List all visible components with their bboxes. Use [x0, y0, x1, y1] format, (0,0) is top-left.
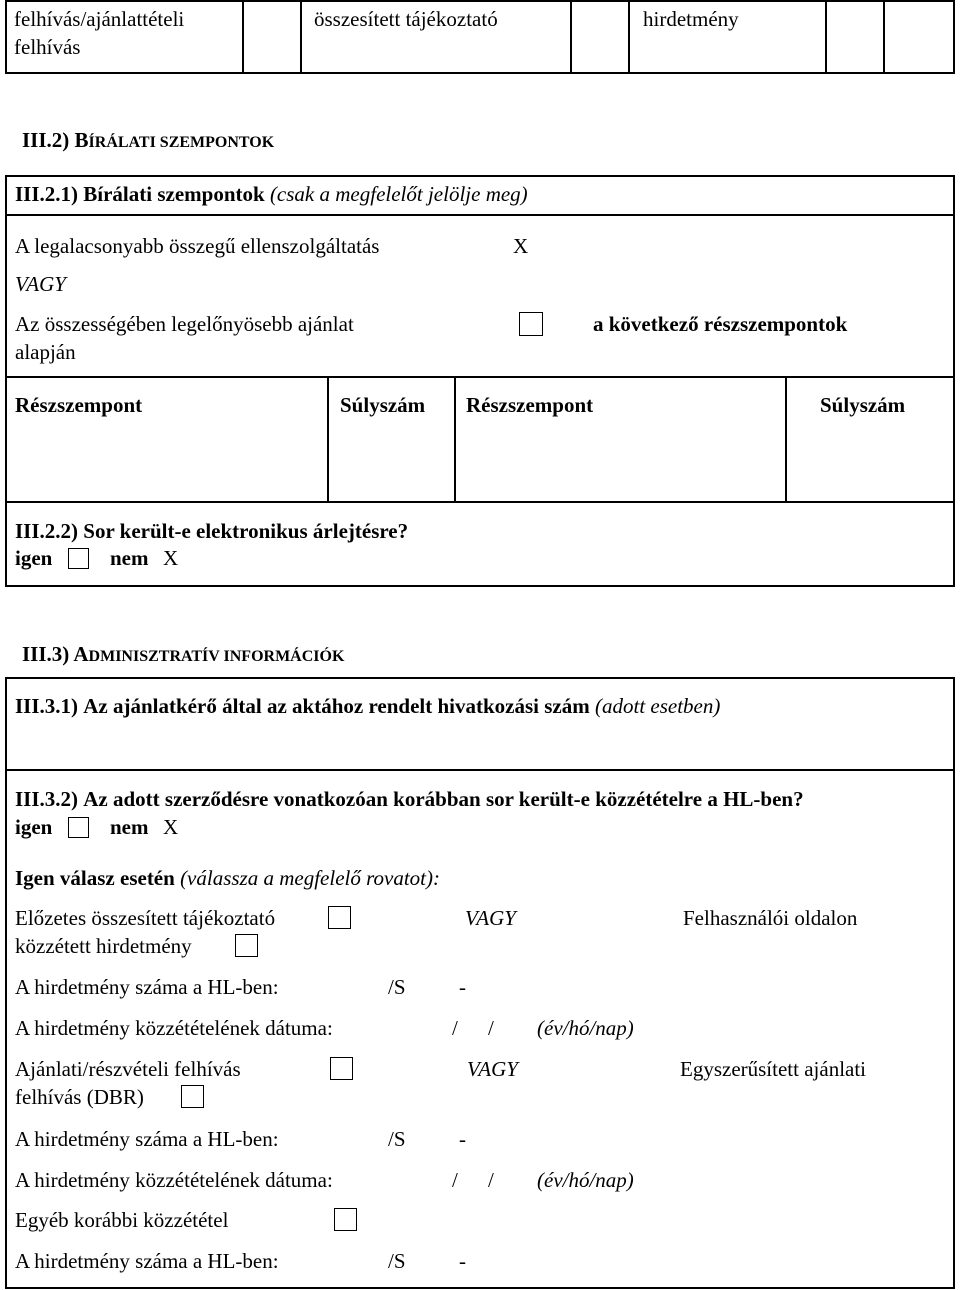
- top-table-divider-3: [570, 0, 572, 74]
- ref-number-note: (adott esetben): [595, 694, 721, 718]
- notice-number-dash-2: -: [459, 1127, 466, 1151]
- criteria-note: (csak a megfelelőt jelölje meg): [269, 182, 528, 206]
- criteria-table-divider: [5, 376, 955, 378]
- or-label: VAGY: [15, 272, 66, 296]
- prior-info-checkbox[interactable]: [328, 906, 351, 929]
- call-or: VAGY: [467, 1057, 518, 1081]
- best-offer-checkbox[interactable]: [519, 312, 543, 336]
- section-iii2-heading: [22, 130, 274, 151]
- notice-number-value-2[interactable]: /S: [388, 1127, 406, 1151]
- top-table-border-bottom: [5, 72, 955, 74]
- auction-box: [5, 501, 955, 587]
- criteria-title: [15, 184, 528, 205]
- auction-title-text: Sor került-e elektronikus árlejtésre?: [83, 519, 409, 543]
- buyer-profile-checkbox[interactable]: [235, 934, 258, 957]
- col-subcriterion-2: Részszempont: [466, 393, 594, 417]
- auction-num: III.2.2): [15, 519, 79, 543]
- top-cell-call-line2: felhívás: [14, 35, 81, 59]
- published-notice-label: közzétett hirdetmény: [15, 934, 192, 958]
- admin-ref-divider: [5, 769, 955, 771]
- other-pub-label: Egyéb korábbi közzététel: [15, 1208, 229, 1232]
- prior-pub-no-mark[interactable]: X: [163, 815, 179, 839]
- top-table-divider-4: [628, 0, 630, 74]
- section-iii2-heading-initial: B: [74, 128, 89, 152]
- notice-number-label-2: A hirdetmény száma a HL-ben:: [15, 1127, 279, 1151]
- if-yes-line: [15, 868, 440, 889]
- ref-number-title-text: Az ajánlatkérő által az aktához rendelt hivatkozási szám: [83, 694, 590, 718]
- notice-number-label-3: A hirdetmény száma a HL-ben:: [15, 1249, 279, 1273]
- notice-number-value-1[interactable]: /S: [388, 975, 406, 999]
- top-table-border-left: [5, 0, 7, 74]
- section-iii3-heading-rest: DMINISZTRATÍV INFORMÁCIÓK: [88, 648, 345, 665]
- ref-number-title: [15, 696, 720, 717]
- top-table-divider-5: [825, 0, 827, 74]
- notice-date-format-1: (év/hó/nap): [537, 1016, 634, 1040]
- prior-pub-num: III.3.2): [15, 787, 79, 811]
- lowest-price-mark[interactable]: X: [513, 234, 529, 258]
- section-iii2-heading-rest: ÍRÁLATI SZEMPONTOK: [88, 134, 275, 151]
- criteria-box: [5, 175, 955, 507]
- prior-info-or: VAGY: [465, 906, 516, 930]
- dbr-label: felhívás (DBR): [15, 1085, 144, 1109]
- top-table-divider-6: [883, 0, 885, 74]
- following-criteria-label: a következő részszempontok: [593, 312, 848, 336]
- auction-yes-checkbox[interactable]: [68, 548, 89, 569]
- notice-number-dash-1: -: [459, 975, 466, 999]
- section-iii3-heading: [22, 644, 344, 665]
- prior-pub-yes-checkbox[interactable]: [68, 817, 89, 838]
- prior-info-label: Előzetes összesített tájékoztató: [15, 906, 276, 930]
- if-yes-note: (válassza a megfelelő rovatot):: [180, 866, 440, 890]
- ref-number-num: III.3.1): [15, 694, 79, 718]
- auction-yes-label: igen: [15, 546, 53, 570]
- section-iii3-heading-num: III.3): [22, 642, 70, 666]
- col-weight-1: Súlyszám: [340, 393, 426, 417]
- if-yes-label: Igen válasz esetén: [15, 866, 175, 890]
- top-table-divider-2: [300, 0, 302, 74]
- top-cell-notice: hirdetmény: [643, 7, 739, 31]
- auction-title: [15, 521, 408, 542]
- lowest-price-label: A legalacsonyabb összegű ellenszolgáltatás: [15, 234, 380, 258]
- notice-date-slash-2b: /: [488, 1168, 494, 1192]
- call-label: Ajánlati/részvételi felhívás: [15, 1057, 241, 1081]
- notice-number-value-3[interactable]: /S: [388, 1249, 406, 1273]
- dbr-checkbox[interactable]: [181, 1085, 204, 1108]
- simplified-call-label: Egyszerűsített ajánlati: [680, 1057, 867, 1081]
- auction-no-label: nem: [110, 546, 149, 570]
- top-cell-call-line1: felhívás/ajánlattételi: [14, 7, 185, 31]
- col-weight-2: Súlyszám: [820, 393, 906, 417]
- section-iii3-heading-initial: A: [73, 642, 89, 666]
- notice-date-label-1: A hirdetmény közzétételének dátuma:: [15, 1016, 333, 1040]
- notice-date-slash-1b: /: [488, 1016, 494, 1040]
- auction-no-mark[interactable]: X: [163, 546, 179, 570]
- notice-date-format-2: (év/hó/nap): [537, 1168, 634, 1192]
- prior-pub-title: [15, 789, 804, 810]
- criteria-num: III.2.1): [15, 182, 79, 206]
- notice-number-label-1: A hirdetmény száma a HL-ben:: [15, 975, 279, 999]
- prior-pub-no-label: nem: [110, 815, 149, 839]
- col-subcriterion-1: Részszempont: [15, 393, 143, 417]
- prior-pub-yes-label: igen: [15, 815, 53, 839]
- criteria-col-divider-1: [327, 376, 329, 503]
- prior-pub-title-text: Az adott szerződésre vonatkozóan korábban sor került-e közzétételre a HL-ben?: [83, 787, 804, 811]
- top-table-divider-1: [242, 0, 244, 74]
- other-pub-checkbox[interactable]: [334, 1208, 357, 1231]
- notice-date-slash-1a: /: [452, 1016, 458, 1040]
- call-checkbox[interactable]: [330, 1057, 353, 1080]
- notice-number-dash-3: -: [459, 1249, 466, 1273]
- criteria-col-divider-2: [454, 376, 456, 503]
- buyer-profile-label: Felhasználói oldalon: [683, 906, 858, 930]
- section-iii2-heading-num: III.2): [22, 128, 70, 152]
- top-cell-summary: összesített tájékoztató: [314, 7, 498, 31]
- best-offer-label: Az összességében legelőnyösebb ajánlat: [15, 312, 354, 336]
- criteria-title-divider: [5, 214, 955, 216]
- basis-label: alapján: [15, 340, 76, 364]
- criteria-col-divider-3: [785, 376, 787, 503]
- notice-date-slash-2a: /: [452, 1168, 458, 1192]
- top-table-border-top: [5, 0, 955, 2]
- top-table-border-right: [953, 0, 955, 74]
- notice-date-label-2: A hirdetmény közzétételének dátuma:: [15, 1168, 333, 1192]
- criteria-title-text: Bírálati szempontok: [83, 182, 265, 206]
